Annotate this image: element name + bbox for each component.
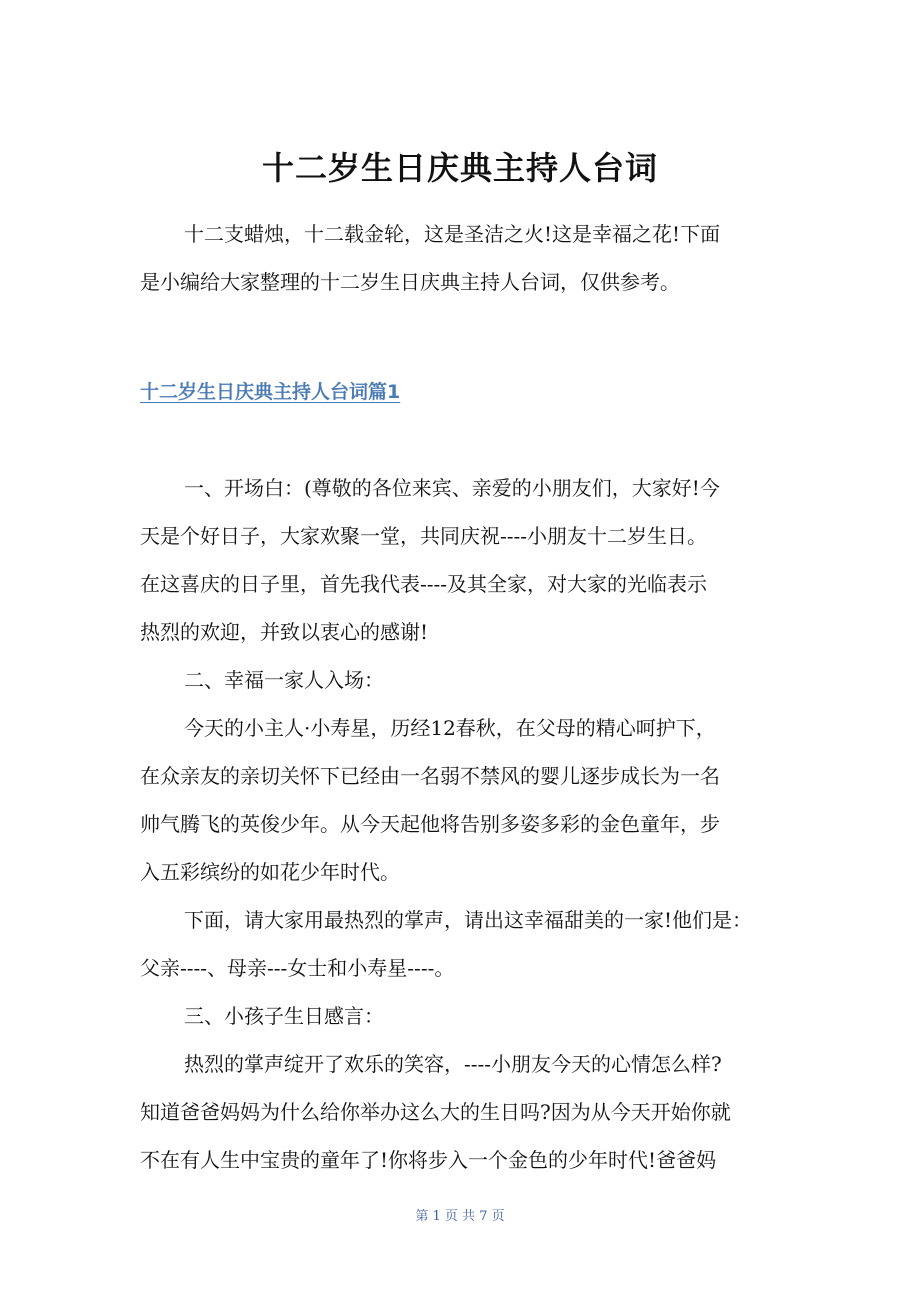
- body-line: 在众亲友的亲切关怀下已经由一名弱不禁风的婴儿逐步成长为一名: [140, 764, 720, 788]
- body-line: 入五彩缤纷的如花少年时代。: [140, 860, 400, 884]
- body-line: 二、幸福一家人入场：: [184, 668, 384, 692]
- body-line: 今天的小主人·小寿星，历经12春秋，在父母的精心呵护下，: [184, 716, 716, 740]
- body-content: [140, 464, 800, 1184]
- body-line: 知道爸爸妈妈为什么给你举办这么大的生日吗?因为从今天开始你就: [140, 1100, 731, 1124]
- section-link-part-1[interactable]: 十二岁生日庆典主持人台词篇1: [140, 381, 401, 403]
- body-line: 父亲----、母亲---女士和小寿星----。: [140, 956, 455, 980]
- body-line: 不在有人生中宝贵的童年了!你将步入一个金色的少年时代!爸爸妈: [140, 1148, 717, 1172]
- body-line: 热烈的掌声绽开了欢乐的笑容，----小朋友今天的心情怎么样?: [184, 1052, 722, 1076]
- body-line: 在这喜庆的日子里，首先我代表----及其全家，对大家的光临表示: [140, 572, 708, 596]
- body-line: 天是个好日子，大家欢聚一堂，共同庆祝----小朋友十二岁生日。: [140, 524, 708, 548]
- body-line: 一、开场白：(尊敬的各位来宾、亲爱的小朋友们，大家好!今: [184, 476, 720, 500]
- body-line: 帅气腾飞的英俊少年。从今天起他将告别多姿多彩的金色童年，步: [140, 812, 720, 836]
- document-title: 十二岁生日庆典主持人台词: [261, 149, 658, 187]
- intro-line: 是小编给大家整理的十二岁生日庆典主持人台词，仅供参考。: [140, 270, 680, 294]
- page-footer: 第 1 页 共 7 页: [415, 1209, 505, 1224]
- body-line: 三、小孩子生日感言：: [184, 1004, 384, 1028]
- intro-paragraph: [140, 210, 800, 306]
- body-line: 热烈的欢迎，并致以衷心的感谢!: [140, 620, 429, 644]
- body-line: 下面，请大家用最热烈的掌声，请出这幸福甜美的一家!他们是：: [184, 908, 753, 932]
- intro-line: 十二支蜡烛，十二载金轮，这是圣洁之火!这是幸福之花!下面: [184, 222, 721, 246]
